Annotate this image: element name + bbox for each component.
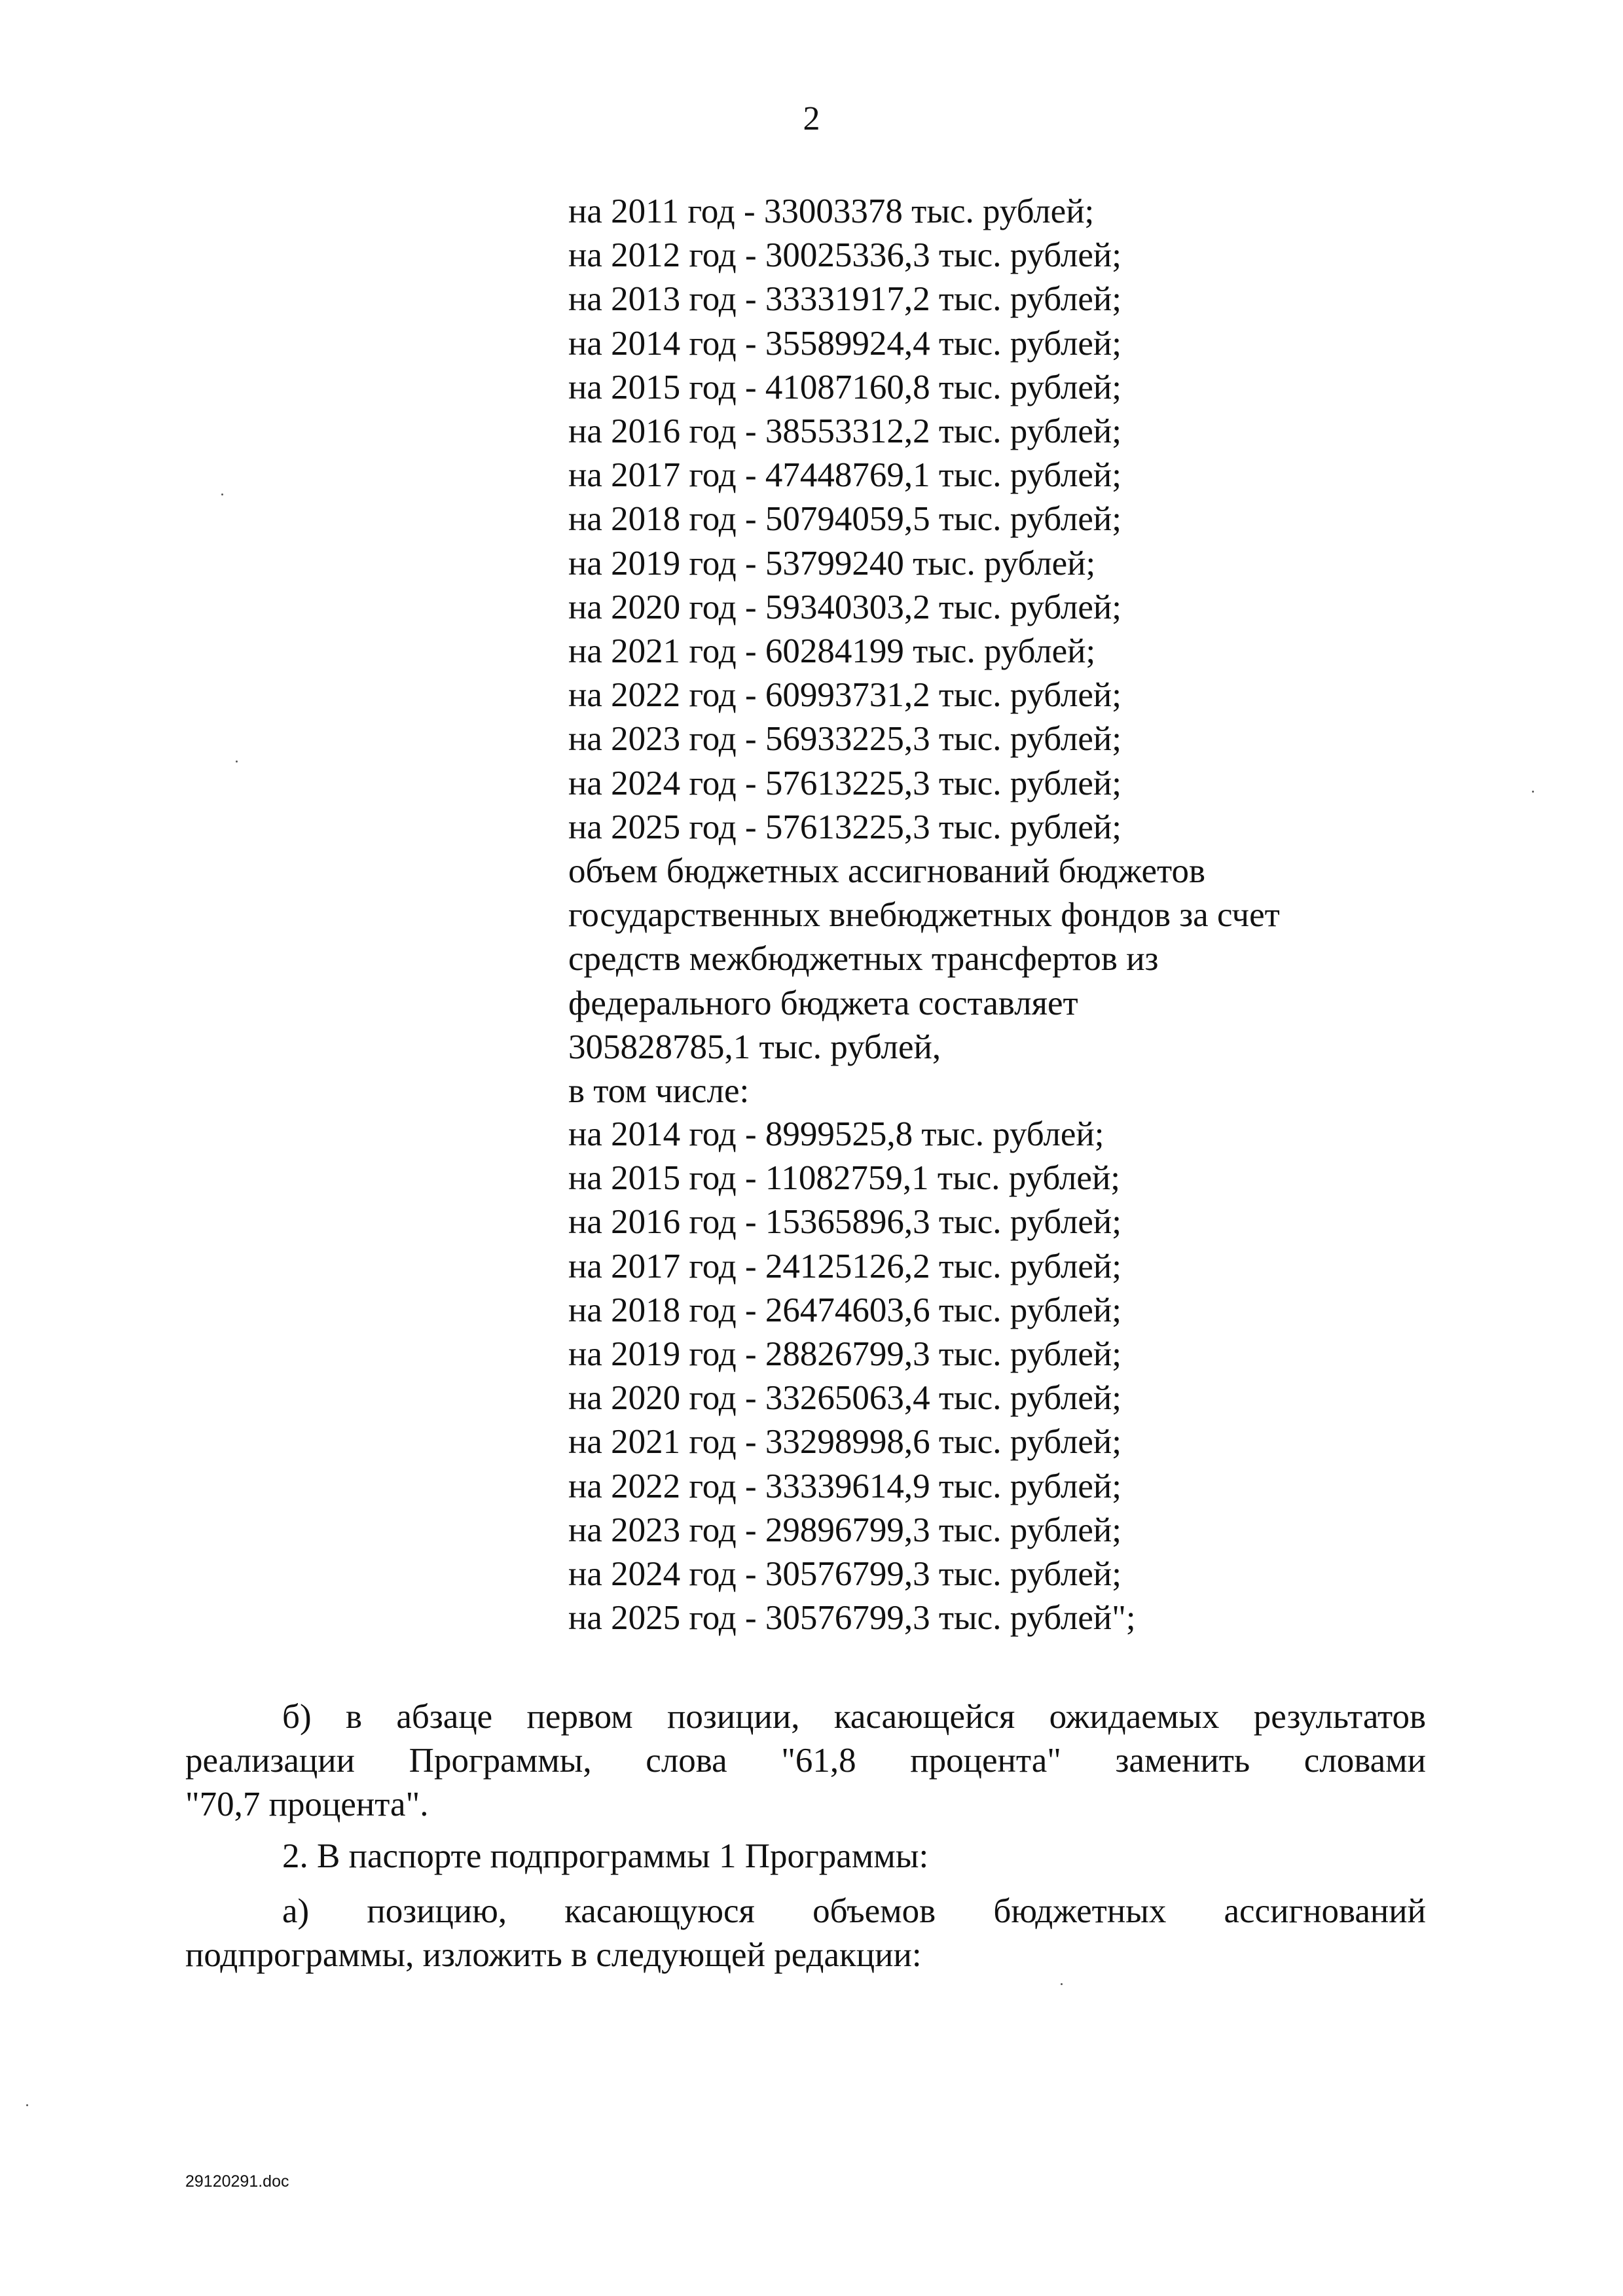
paragraph-b-line-1: б) в абзаце первом позиции, касающейся ожидаемых результатов	[282, 1698, 1426, 1736]
text-line: на 2022 год - 33339614,9 тыс. рублей;	[568, 1467, 1122, 1505]
text-line: на 2019 год - 53799240 тыс. рублей;	[568, 544, 1096, 583]
text-line: на 2024 год - 57613225,3 тыс. рублей;	[568, 764, 1122, 802]
scan-speck	[1532, 791, 1534, 793]
text-line: на 2016 год - 15365896,3 тыс. рублей;	[568, 1203, 1122, 1242]
text-line: в том числе:	[568, 1072, 750, 1111]
scan-speck	[26, 2104, 28, 2106]
paragraph-a-line-1: а) позицию, касающуюся объемов бюджетных ассигнований	[282, 1892, 1426, 1930]
text-line: на 2025 год - 57613225,3 тыс. рублей;	[568, 808, 1122, 846]
text-line: на 2017 год - 24125126,2 тыс. рублей;	[568, 1247, 1122, 1285]
text-line: объем бюджетных ассигнований бюджетов	[568, 852, 1206, 891]
scan-speck	[1061, 1983, 1063, 1985]
paragraph-2: 2. В паспорте подпрограммы 1 Программы:	[282, 1837, 929, 1875]
paragraph-b-line-2: реализации Программы, слова "61,8 процента" заменить словами	[185, 1742, 1426, 1780]
text-line: федерального бюджета составляет	[568, 984, 1078, 1022]
text-line: государственных внебюджетных фондов за счет	[568, 896, 1280, 935]
text-line: на 2011 год - 33003378 тыс. рублей;	[568, 192, 1095, 230]
text-line: на 2015 год - 11082759,1 тыс. рублей;	[568, 1159, 1121, 1198]
text-line: средств межбюджетных трансфертов из	[568, 940, 1159, 978]
text-line: на 2014 год - 8999525,8 тыс. рублей;	[568, 1115, 1104, 1153]
text-line: на 2025 год - 30576799,3 тыс. рублей";	[568, 1599, 1136, 1638]
page-number: 2	[803, 100, 820, 137]
footer-filename: 29120291.doc	[185, 2172, 289, 2191]
text-line: на 2020 год - 33265063,4 тыс. рублей;	[568, 1379, 1122, 1418]
text-line: на 2021 год - 33298998,6 тыс. рублей;	[568, 1423, 1122, 1462]
text-line: на 2020 год - 59340303,2 тыс. рублей;	[568, 588, 1122, 626]
text-line: на 2014 год - 35589924,4 тыс. рублей;	[568, 324, 1122, 363]
text-line: на 2023 год - 29896799,3 тыс. рублей;	[568, 1511, 1122, 1549]
text-line: на 2023 год - 56933225,3 тыс. рублей;	[568, 720, 1122, 759]
text-line: на 2012 год - 30025336,3 тыс. рублей;	[568, 236, 1122, 275]
text-line: на 2016 год - 38553312,2 тыс. рублей;	[568, 412, 1122, 451]
text-line: на 2018 год - 50794059,5 тыс. рублей;	[568, 500, 1122, 539]
text-line: на 2015 год - 41087160,8 тыс. рублей;	[568, 368, 1122, 406]
text-line: на 2019 год - 28826799,3 тыс. рублей;	[568, 1335, 1122, 1374]
text-line: на 2022 год - 60993731,2 тыс. рублей;	[568, 676, 1122, 715]
scan-speck	[236, 761, 238, 762]
text-line: на 2018 год - 26474603,6 тыс. рублей;	[568, 1291, 1122, 1329]
text-line: на 2021 год - 60284199 тыс. рублей;	[568, 632, 1096, 671]
allocations-block-1	[568, 190, 1419, 1113]
text-line: на 2024 год - 30576799,3 тыс. рублей;	[568, 1555, 1122, 1594]
paragraph-b-line-3: "70,7 процента".	[185, 1785, 429, 1823]
paragraph-a-line-2: подпрограммы, изложить в следующей редакции:	[185, 1936, 922, 1974]
scan-speck	[221, 493, 223, 495]
allocations-block-2	[568, 1113, 1419, 1640]
text-line: 305828785,1 тыс. рублей,	[568, 1028, 941, 1066]
text-line: на 2013 год - 33331917,2 тыс. рублей;	[568, 280, 1122, 319]
text-line: на 2017 год - 47448769,1 тыс. рублей;	[568, 456, 1122, 495]
